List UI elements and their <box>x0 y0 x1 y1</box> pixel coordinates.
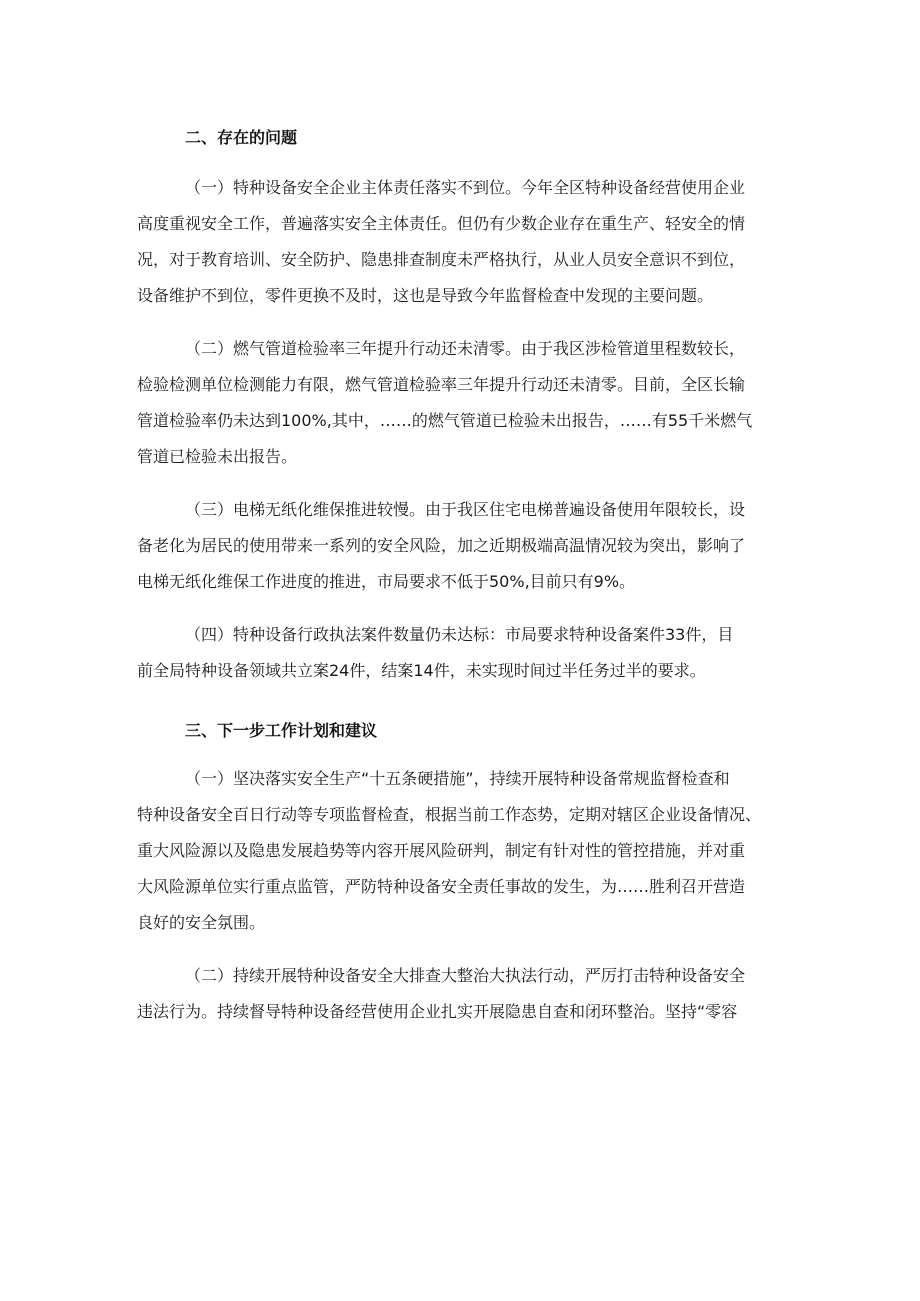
section-heading-next-steps: 三、下一步工作计划和建议 <box>185 721 378 740</box>
document-body <box>137 116 797 1030</box>
text-line: 况，对于教育培训、安全防护、隐患排查制度未严格执行，从业人员安全意识不到位， <box>137 250 746 269</box>
text-line: 高度重视安全工作，普遍落实安全主体责任。但仍有少数企业存在重生产、轻安全的情 <box>137 214 746 233</box>
text-line: 大风险源单位实行重点监管，严防特种设备安全责任事故的发生，为……胜利召开营造 <box>137 877 746 896</box>
text-line: （一）特种设备安全企业主体责任落实不到位。今年全区特种设备经营使用企业 <box>185 178 746 197</box>
text-line: 违法行为。持续督导特种设备经营使用企业扎实开展隐患自查和闭环整治。坚持“零容 <box>137 1002 738 1021</box>
text-line: 检验检测单位检测能力有限，燃气管道检验率三年提升行动还未清零。目前，全区长输 <box>137 375 746 394</box>
text-line: （三）电梯无纸化维保推进较慢。由于我区住宅电梯普遍设备使用年限较长，设 <box>185 500 746 519</box>
paragraph-plan-2 <box>137 958 797 1030</box>
text-line: （二）燃气管道检验率三年提升行动还未清零。由于我区涉检管道里程数较长， <box>185 339 746 358</box>
text-line: 特种设备安全百日行动等专项监督检查，根据当前工作态势，定期对辖区企业设备情况、 <box>137 805 762 824</box>
text-line: （一）坚决落实安全生产“十五条硬措施”，持续开展特种设备常规监督检查和 <box>185 769 730 788</box>
text-line: （四）特种设备行政执法案件数量仍未达标：市局要求特种设备案件33件，目 <box>185 625 734 644</box>
paragraph-problem-3 <box>137 492 797 600</box>
text-line: 良好的安全氛围。 <box>137 913 266 932</box>
text-line: 备老化为居民的使用带来一系列的安全风险，加之近期极端高温情况较为突出，影响了 <box>137 536 746 555</box>
text-line: 前全局特种设备领域共立案24件，结案14件，未实现时间过半任务过半的要求。 <box>137 661 706 680</box>
paragraph-plan-1 <box>137 761 797 941</box>
paragraph-problem-1 <box>137 170 797 314</box>
paragraph-problem-2 <box>137 331 797 475</box>
text-line: （二）持续开展特种设备安全大排查大整治大执法行动，严厉打击特种设备安全 <box>185 966 746 985</box>
section-heading-problems: 二、存在的问题 <box>185 128 298 147</box>
text-line: 重大风险源以及隐患发展趋势等内容开展风险研判，制定有针对性的管控措施，并对重 <box>137 841 746 860</box>
text-line: 设备维护不到位，零件更换不及时，这也是导致今年监督检查中发现的主要问题。 <box>137 286 714 305</box>
text-line: 管道已检验未出报告。 <box>137 447 298 466</box>
text-line: 管道检验率仍未达到100%,其中，……的燃气管道已检验未出报告，……有55千米燃气 <box>137 411 753 430</box>
text-line: 电梯无纸化维保工作进度的推进，市局要求不低于50%,目前只有9%。 <box>137 572 636 591</box>
paragraph-problem-4 <box>137 617 797 689</box>
